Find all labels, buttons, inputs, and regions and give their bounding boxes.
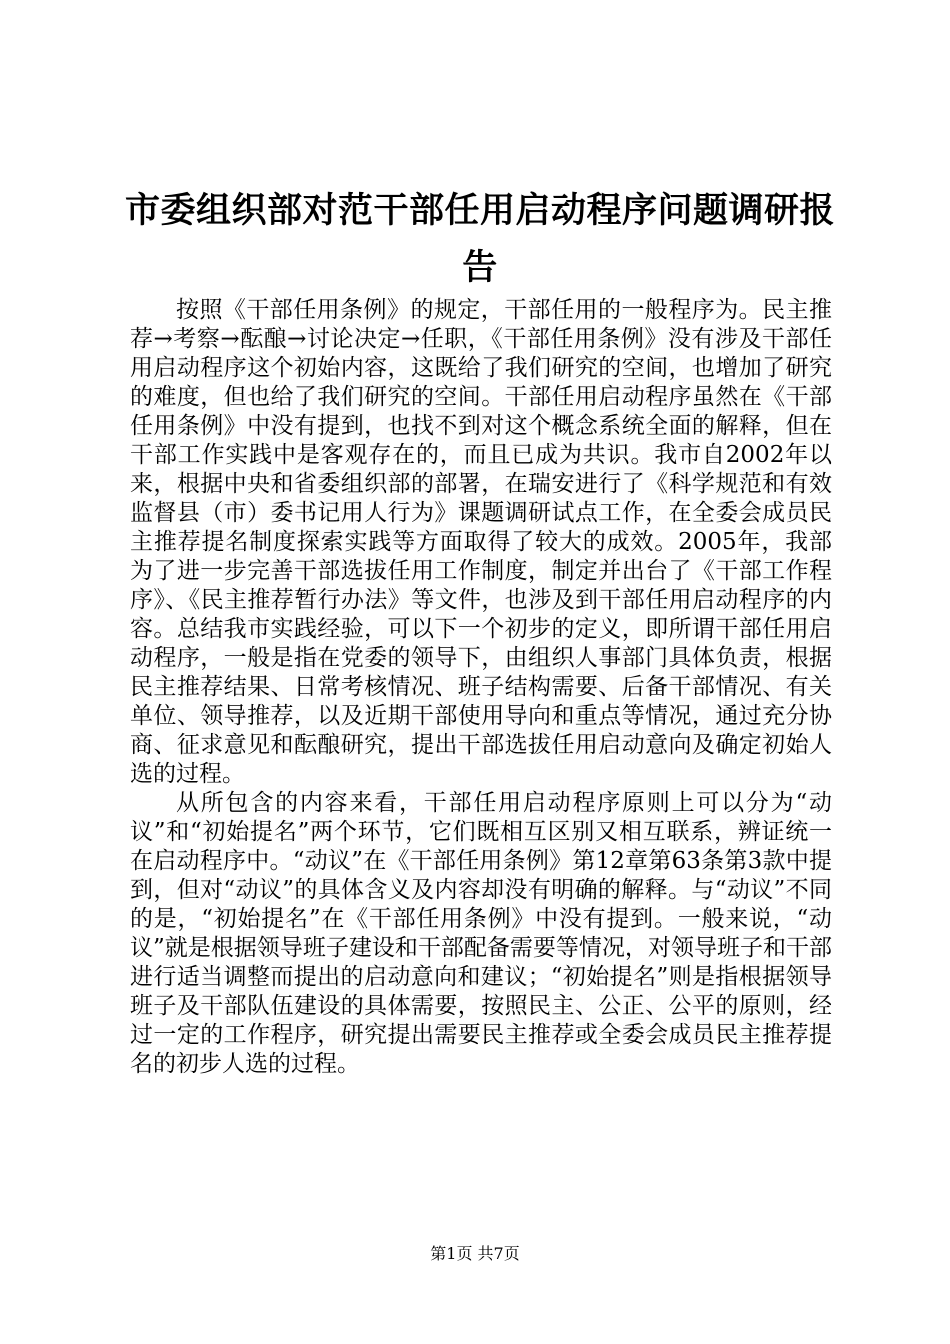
body-paragraph-1: 按照《干部任用条例》的规定，干部任用的一般程序为。民主推荐→考察→酝酿→讨论决定→任职，《干部任用条例》没有涉及干部任用启动程序这个初始内容，这既给了我们研究的空间，也增加了研究的难度，但也给了我们研究的空间。干部任用启动程序虽然在《干部任用条例》中没有提到，也找不到对这个概念系统全面的解释，但在干部工作实践中是客观存在的，而且已成为共识。我市自2002年以来，根据中央和省委组织部的部署，在瑞安进行了《科学规范和有效监督县（市）委书记用人行为》课题调研试点工作，在全委会成员民主推荐提名制度探索实践等方面取得了较大的成效。2005年，我部为了进一步完善干部选拔任用工作制度，制定并出台了《干部工作程序》、《民主推荐暂行办法》等文件，也涉及到干部任用启动程序的内容。总结我市实践经验，可以下一个初步的定义，即所谓干部任用启动程序，一般是指在党委的领导下，由组织人事部门具体负责，根据民主推荐结果、日常考核情况、班子结构需要、后备干部情况、有关单位、领导推荐，以及近期干部使用导向和重点等情况，通过充分协商、征求意见和酝酿研究，提出干部选拔任用启动意向及确定初始人选的过程。 [130,297,832,787]
body-paragraph-2: 从所包含的内容来看，干部任用启动程序原则上可以分为“动议”和“初始提名”两个环节，它们既相互区别又相互联系，辨证统一在启动程序中。“动议”在《干部任用条例》第12章第63条第3款中提到，但对“动议”的具体含义及内容却没有明确的解释。与“动议”不同的是，“初始提名”在《干部任用条例》中没有提到。一般来说，“动议”就是根据领导班子建设和干部配备需要等情况，对领导班子和干部进行适当调整而提出的启动意向和建议；“初始提名”则是指根据领导班子及干部队伍建设的具体需要，按照民主、公正、公平的原则，经过一定的工作程序，研究提出需要民主推荐或全委会成员民主推荐提名的初步人选的过程。 [130,790,832,1077]
page-number-indicator: 第1页 共7页 [430,1244,520,1263]
document-title: 市委组织部对范干部任用启动程序问题调研报告 [124,190,835,288]
page-footer [0,1244,950,1264]
document-body [130,296,832,1079]
